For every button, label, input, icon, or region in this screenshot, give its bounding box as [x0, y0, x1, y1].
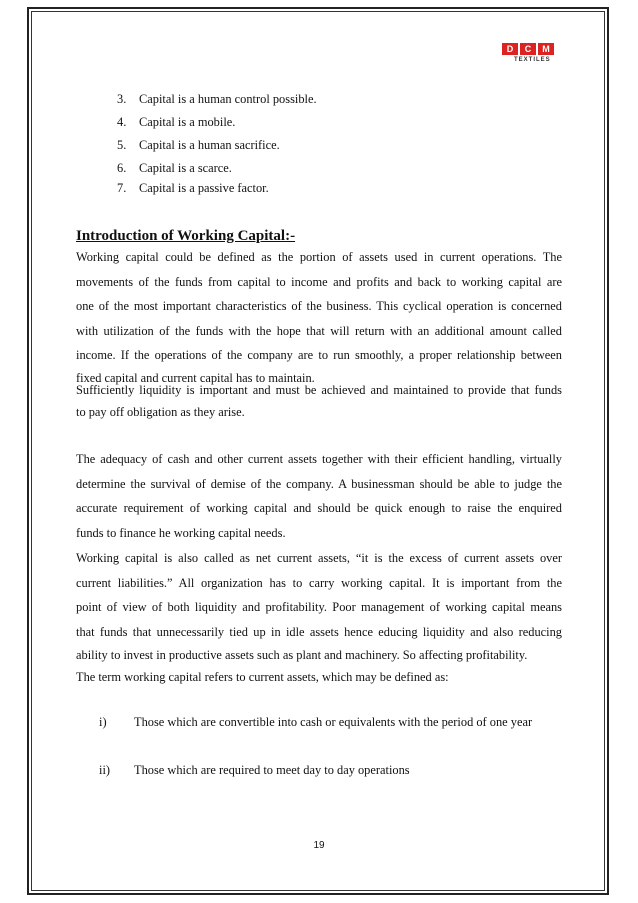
text-line: movements of the funds from capital to income and profits and back to working capital are — [76, 274, 562, 289]
list-item — [117, 161, 232, 176]
list-item — [117, 181, 269, 196]
list-item-number: 7. — [117, 181, 127, 195]
section-heading: Introduction of Working Capital:- — [76, 228, 296, 244]
paragraph-liquidity — [76, 379, 562, 423]
text-line: current liabilities.” All organization has to carry working capital. It is important from the — [76, 575, 562, 590]
logo-letter: M — [538, 43, 554, 55]
list-item-number: 4. — [117, 115, 127, 129]
roman-item-number: ii) — [99, 763, 111, 777]
text-line: point of view of both liquidity and profitability. Poor management of working capital means — [76, 600, 562, 614]
text-line: funds to finance he working capital needs. — [76, 525, 286, 540]
list-item-number: 3. — [117, 92, 127, 106]
list-item-number: 6. — [117, 161, 127, 175]
roman-item-text: Those which are convertible into cash or equivalents with the period of one year — [134, 715, 533, 729]
text-line: with utilization of the funds with the hope that will return with an additional amount called — [76, 323, 562, 338]
list-item — [117, 115, 235, 130]
paragraph-definition — [76, 667, 562, 687]
list-item-text: Capital is a human sacrifice. — [139, 138, 280, 152]
list-item — [117, 92, 317, 107]
list-item-text: Capital is a passive factor. — [139, 181, 269, 195]
paragraph-net-current-assets — [76, 546, 562, 666]
logo-subtitle: TEXTILES — [514, 57, 551, 63]
text-line: determine the survival of demise of the company. A businessman should be able to judge the — [76, 476, 562, 491]
list-item-number: 5. — [117, 138, 127, 152]
text-line: The term working capital refers to current assets, which may be defined as: — [76, 670, 449, 684]
dcm-textiles-logo — [502, 43, 572, 69]
roman-item-text: Those which are required to meet day to day operations — [134, 763, 410, 777]
text-line: income. If the operations of the company are to run smoothly, a proper relationship between — [76, 348, 562, 362]
text-line: The adequacy of cash and other current assets together with their efficient handling, virtually — [76, 452, 562, 466]
list-item — [117, 138, 280, 153]
list-item-text: Capital is a mobile. — [139, 115, 236, 129]
paragraph-intro — [76, 245, 562, 388]
text-line: one of the most important characteristics of the business. This cyclical operation is concerned — [76, 299, 562, 313]
text-line: Sufficiently liquidity is important and must be achieved and maintained to provide that funds — [76, 383, 562, 397]
text-line: ability to invest in productive assets such as plant and machinery. So affecting profitability. — [76, 648, 528, 662]
text-line: to pay off obligation as they arise. — [76, 405, 245, 419]
text-line: fixed capital and current capital has to maintain. — [76, 370, 315, 385]
text-line: Working capital could be defined as the portion of assets used in current operations. The — [76, 250, 562, 264]
list-item-text: Capital is a human control possible. — [139, 92, 317, 106]
list-item-text: Capital is a scarce. — [139, 161, 232, 175]
text-line: that funds that unnecessarily tied up in idle assets hence educing liquidity and also reducing — [76, 624, 562, 639]
text-line: Working capital is also called as net current assets, “it is the excess of current assets over — [76, 551, 562, 565]
logo-letter: C — [520, 43, 536, 55]
roman-item-number: i) — [99, 715, 107, 729]
logo-letter: D — [502, 43, 518, 55]
text-line: accurate requirement of working capital and should be quick enough to raise the enquired — [76, 501, 562, 515]
paragraph-adequacy — [76, 447, 562, 545]
page-number: 19 — [313, 840, 325, 851]
